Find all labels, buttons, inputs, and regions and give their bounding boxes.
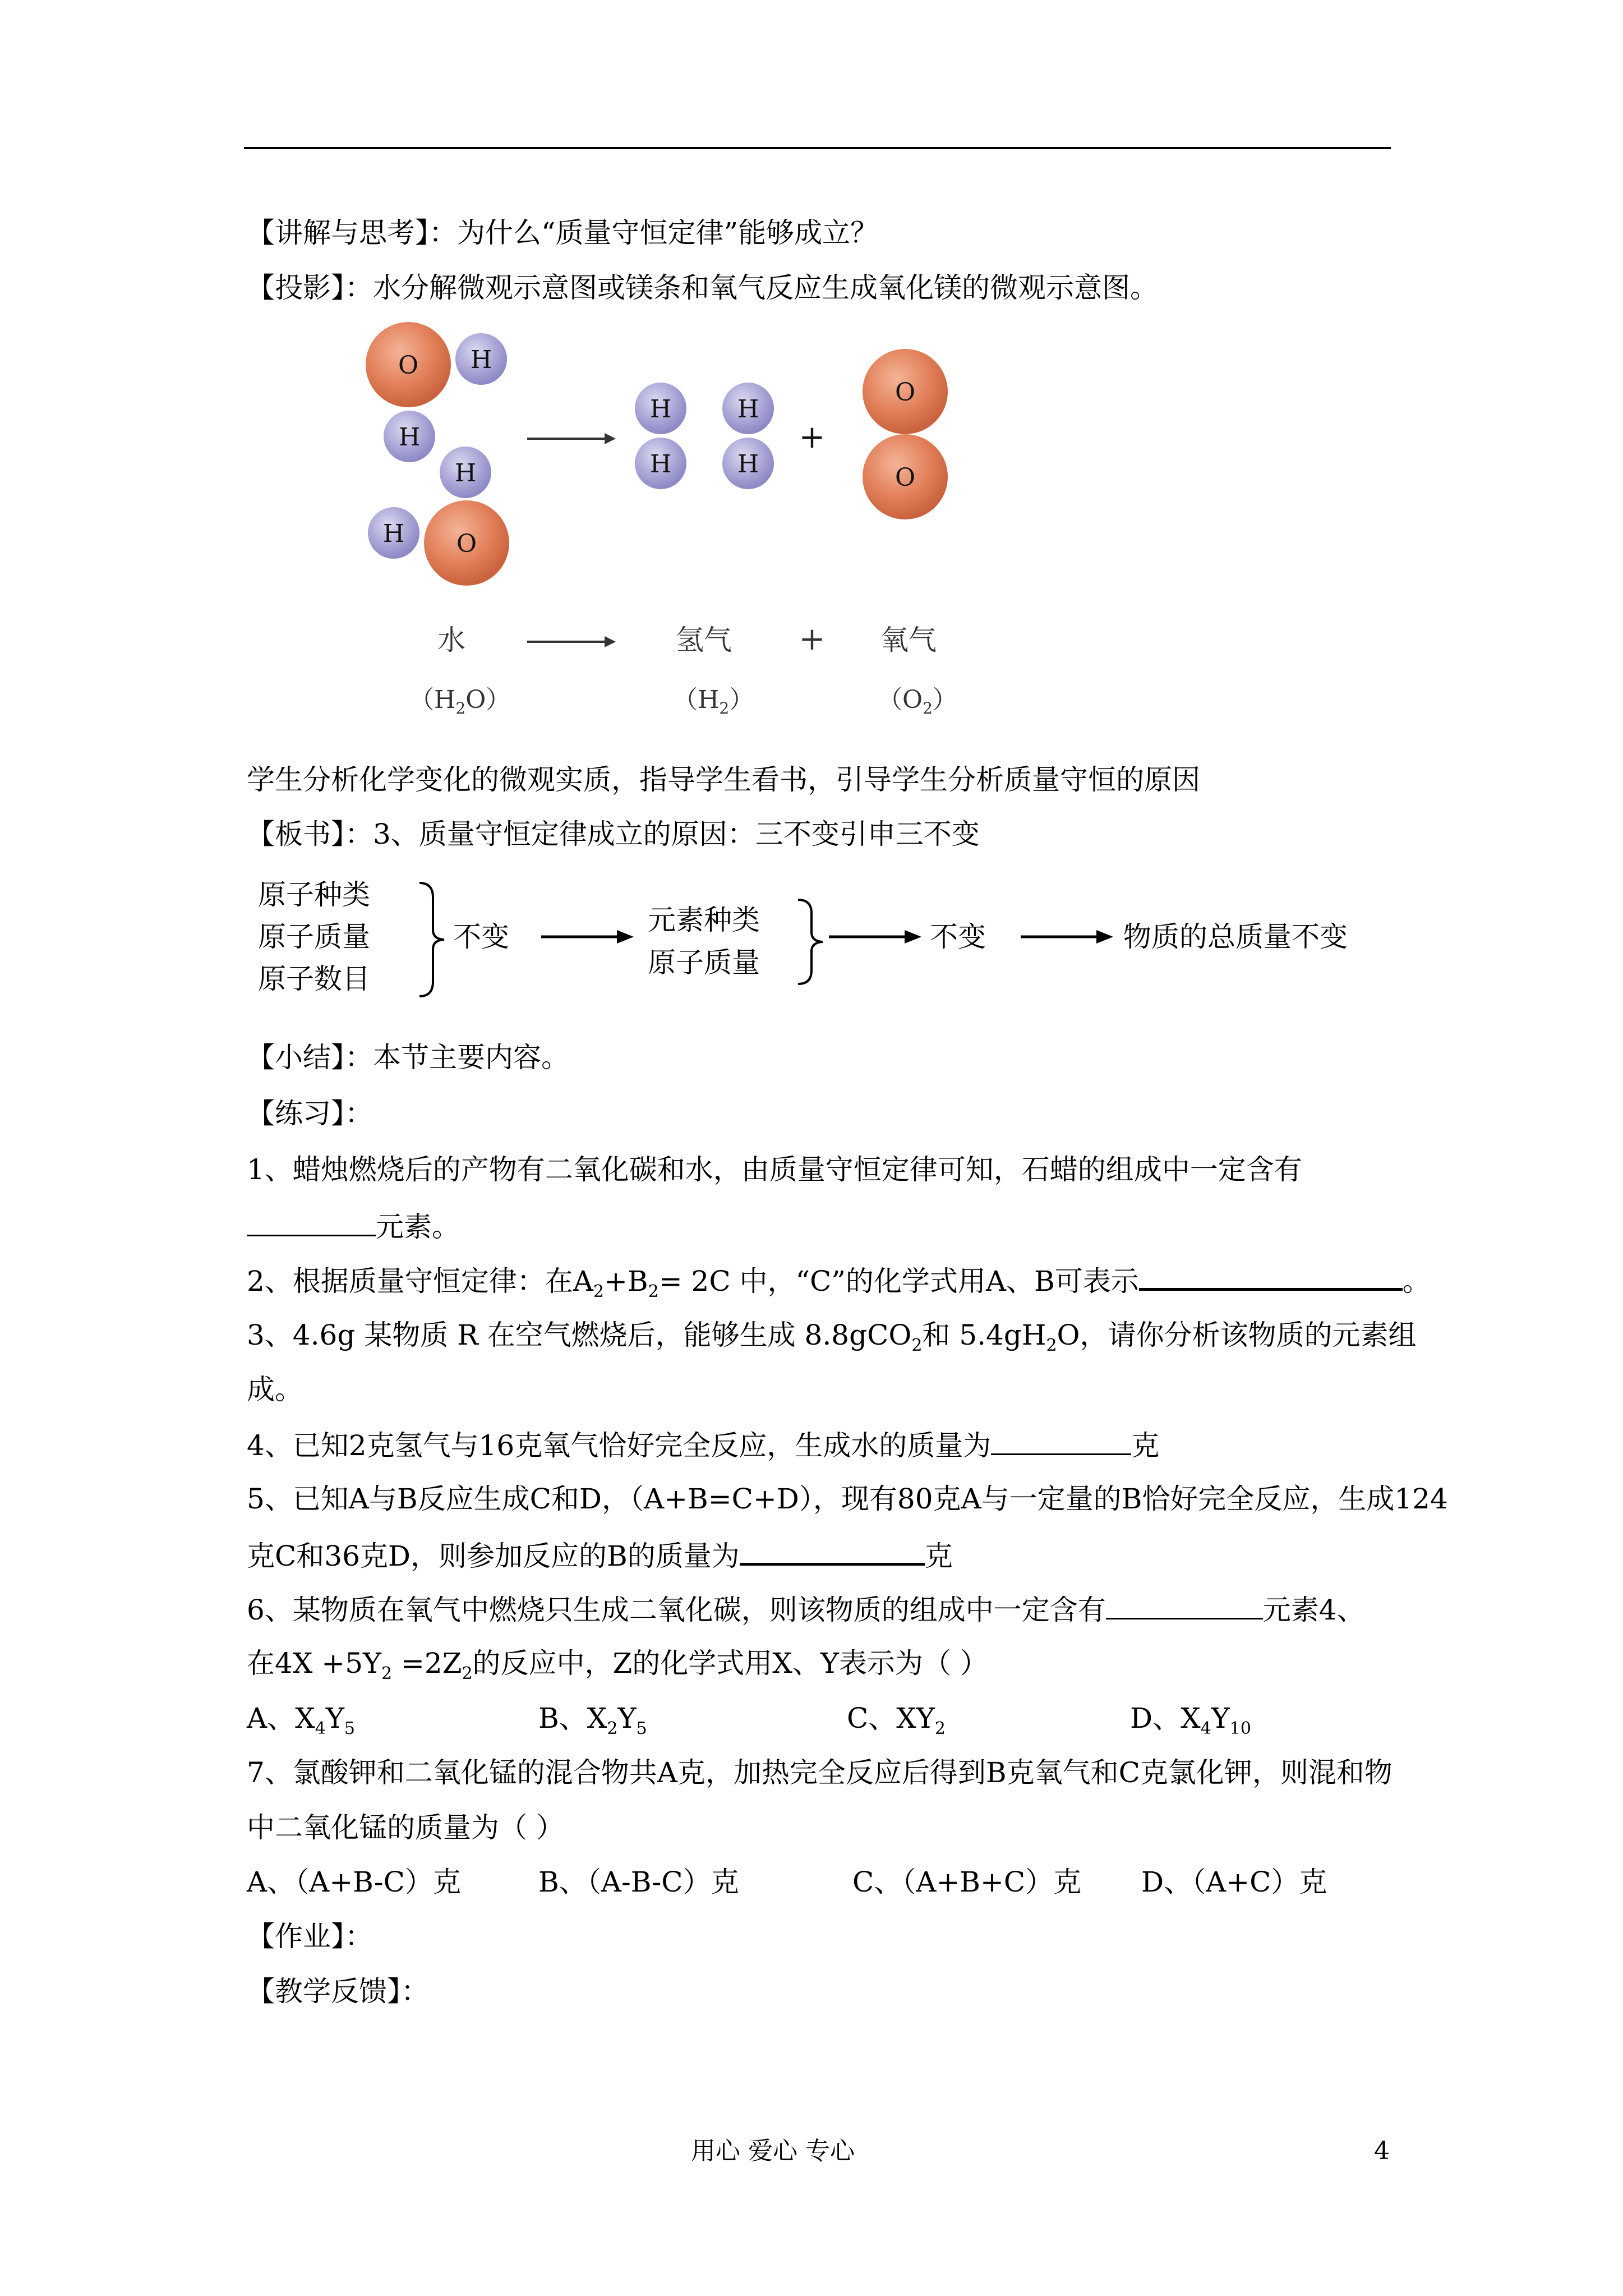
atom-label: H <box>470 346 492 374</box>
question-6-cont: 在$4X +5Y_2 =2Z_2$的反应中，Z的化学式用X、Y表示为（ ） <box>247 1647 988 1683</box>
unchanged-label: 不变 <box>930 921 986 953</box>
option-b[interactable]: B、$X_2Y_5$ <box>538 1702 647 1738</box>
summary-line: 【小结】：本节主要内容。 <box>247 1041 569 1074</box>
arrow-icon <box>1021 927 1116 947</box>
oxygen-formula: $(O_2)$ <box>878 685 957 717</box>
scheme-result: 物质的总质量不变 <box>1123 921 1348 953</box>
atom-label: H <box>454 459 477 487</box>
page-number: 4 <box>1374 2137 1390 2165</box>
question-1: 1、蜡烛燃烧后的产物有二氧化碳和水，由质量守恒定律可知，石蜡的组成中一定含有 <box>247 1153 1302 1186</box>
arrow-icon <box>829 927 924 947</box>
option-c[interactable]: C、$XY_2$ <box>847 1702 946 1738</box>
explain-line: 【讲解与思考】：为什么“质量守恒定律”能够成立？ <box>247 217 879 249</box>
projection-line: 【投影】：水分解微观示意图或镁条和氧气反应生成氧化镁的微观示意图。 <box>247 272 1158 304</box>
arrow-icon <box>541 927 637 947</box>
hydrogen-label: 氢气 <box>676 624 732 656</box>
water-formula: $(H_2O)$ <box>409 685 511 717</box>
footer-motto: 用心 爱心 专心 <box>691 2137 855 2165</box>
question-7-cont: 中二氧化锰的质量为（ ） <box>247 1811 564 1844</box>
question-2: 2、根据质量守恒定律：在$A_2+B_2= 2C$ 中，“C”的化学式用A、B可表示 。 <box>247 1262 1431 1298</box>
option-d[interactable]: D、$X_4Y_{10}$ <box>1130 1702 1251 1738</box>
unchanged-label: 不变 <box>453 921 509 953</box>
answer-blank <box>247 1209 376 1236</box>
atom-label: O <box>895 463 916 492</box>
atom-label: O <box>398 351 419 380</box>
question-7: 7、氯酸钾和二氧化锰的混合物共A克，加热完全反应后得到B克氧气和C克氯化钾，则混和物 <box>247 1756 1393 1789</box>
oxygen-label: 氧气 <box>880 624 937 656</box>
answer-blank <box>1106 1592 1263 1619</box>
option-a[interactable]: A、（A+B-C）克 <box>247 1866 461 1898</box>
feedback-line: 【教学反馈】： <box>247 1975 429 2008</box>
option-d[interactable]: D、（A+C）克 <box>1141 1866 1327 1898</box>
atom-label: H <box>737 450 759 478</box>
scheme-item: 原子数目 <box>258 963 370 995</box>
atom-label: H <box>398 423 421 452</box>
blackboard-line: 【板书】：3、质量守恒定律成立的原因：三不变引申三不变 <box>247 818 980 850</box>
scheme-item: 元素种类 <box>648 904 760 936</box>
water-label: 水 <box>437 624 465 656</box>
answer-blank <box>991 1428 1131 1455</box>
water-decomposition-figure <box>353 314 976 729</box>
exercise-heading: 【练习】： <box>247 1097 373 1130</box>
atom-label: O <box>456 530 477 558</box>
atom-label: H <box>649 450 672 478</box>
homework-line: 【作业】： <box>247 1920 373 1953</box>
question-5-cont: 克C和36克D，则参加反应的B的质量为 克 <box>247 1537 953 1573</box>
question-5: 5、已知A与B反应生成C和D，（A+B=C+D），现有80克A与一定量的B恰好完全反应，生成124 <box>247 1483 1448 1515</box>
option-a[interactable]: A、$X_4Y_5$ <box>247 1702 355 1738</box>
question-3-cont: 成。 <box>247 1373 303 1406</box>
atom-label: H <box>382 519 405 548</box>
arrowhead <box>605 433 616 444</box>
atom-label: O <box>895 378 916 407</box>
scheme-item: 原子质量 <box>648 946 760 979</box>
atom-label: H <box>649 395 672 424</box>
question-3: 3、4.6g 某物质 R 在空气燃烧后，能够生成 8.8gCO$_2$和 $5.4gH_2O$，请你分析该物质的元素组 <box>247 1319 1417 1355</box>
plus-sign: + <box>799 621 826 657</box>
analysis-line: 学生分析化学变化的微观实质，指导学生看书，引导学生分析质量守恒的原因 <box>247 763 1200 796</box>
answer-blank <box>740 1537 925 1566</box>
brace-icon <box>794 898 827 987</box>
arrowhead <box>605 636 616 647</box>
option-b[interactable]: B、（A-B-C）克 <box>538 1866 739 1898</box>
question-6: 6、某物质在氧气中燃烧只生成二氧化碳，则该物质的组成中一定含有 元素4、 <box>247 1592 1365 1627</box>
option-c[interactable]: C、（A+B+C）克 <box>852 1866 1082 1898</box>
question-1-cont: 元素。 <box>247 1209 460 1244</box>
brace-icon <box>415 881 449 999</box>
answer-blank <box>1139 1262 1403 1291</box>
atom-label: H <box>737 395 759 424</box>
hydrogen-formula: $(H_2)$ <box>673 685 754 717</box>
scheme-item: 原子质量 <box>258 921 370 953</box>
plus-sign: + <box>799 419 826 455</box>
question-4: 4、已知2克氢气与16克氧气恰好完全反应，生成水的质量为 克 <box>247 1428 1159 1462</box>
scheme-item: 原子种类 <box>258 878 370 911</box>
header-rule <box>244 147 1391 149</box>
